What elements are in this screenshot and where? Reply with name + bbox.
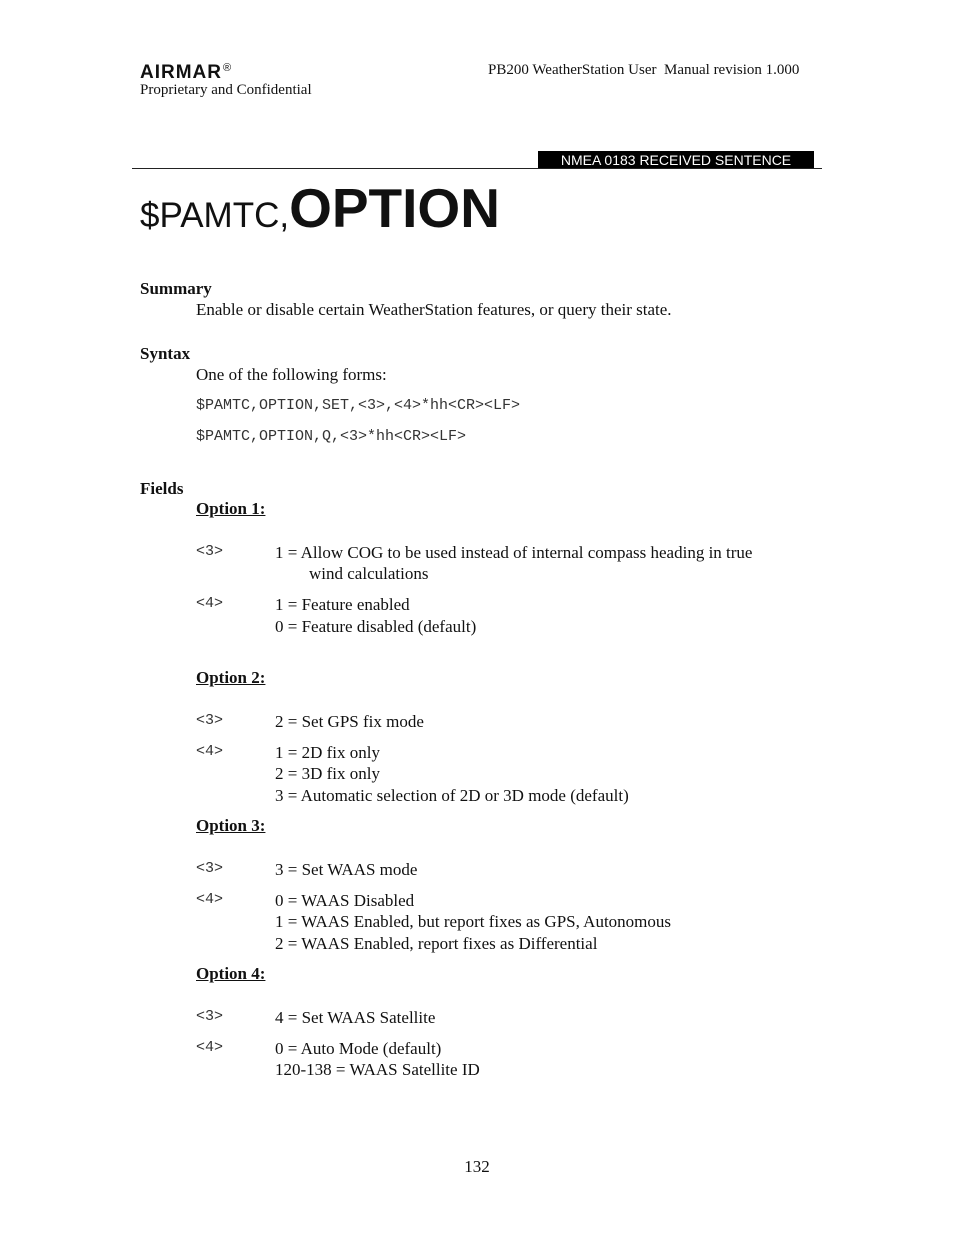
- option-3-heading: Option 3:: [196, 816, 266, 835]
- option-4-field-3-desc: 4 = Set WAAS Satellite: [275, 1008, 436, 1027]
- page-number: 132: [464, 1157, 490, 1176]
- command-title: [140, 168, 500, 263]
- syntax-form-query: $PAMTC,OPTION,Q,<3>*hh<CR><LF>: [196, 428, 467, 445]
- syntax-heading: Syntax: [140, 344, 191, 363]
- command-prefix: $PAMTC,: [140, 196, 290, 235]
- option-4-field-4-value: 120-138 = WAAS Satellite ID: [275, 1060, 480, 1079]
- syntax-intro: One of the following forms:: [196, 365, 387, 384]
- option-4-heading: Option 4:: [196, 964, 266, 983]
- option-1-field-3-desc: 1 = Allow COG to be used instead of internal compass heading in true: [275, 543, 753, 562]
- option-1-field-3-desc-cont: wind calculations: [309, 564, 429, 583]
- option-3-field-4: <4>: [196, 891, 224, 908]
- option-2-field-3-desc: 2 = Set GPS fix mode: [275, 712, 424, 731]
- option-2-heading: Option 2:: [196, 668, 266, 687]
- option-2-field-4-value: 2 = 3D fix only: [275, 764, 380, 783]
- option-1-heading: Option 1:: [196, 499, 266, 518]
- option-4-field-4: <4>: [196, 1039, 224, 1056]
- option-2-field-4: <4>: [196, 743, 224, 760]
- option-3-field-3-desc: 3 = Set WAAS mode: [275, 860, 418, 879]
- proprietary-notice: Proprietary and Confidential: [140, 82, 312, 98]
- option-1-field-4-value: 1 = Feature enabled: [275, 595, 410, 614]
- option-4-field-3: <3>: [196, 1008, 224, 1025]
- option-3-field-3: <3>: [196, 860, 224, 877]
- option-4-field-4-value: 0 = Auto Mode (default): [275, 1039, 442, 1058]
- option-1-field-3: <3>: [196, 543, 224, 560]
- registered-mark: ®: [223, 62, 232, 74]
- option-3-field-4-value: 2 = WAAS Enabled, report fixes as Differential: [275, 934, 598, 953]
- option-2-field-4-value: 3 = Automatic selection of 2D or 3D mode (default): [275, 786, 629, 805]
- summary-text: Enable or disable certain WeatherStation features, or query their state.: [196, 300, 672, 319]
- option-2-field-4-value: 1 = 2D fix only: [275, 743, 380, 762]
- option-3-field-4-value: 1 = WAAS Enabled, but report fixes as GPS, Autonomous: [275, 912, 672, 931]
- logo-text: AIRMAR: [140, 62, 222, 83]
- option-1-field-4: <4>: [196, 595, 224, 612]
- summary-heading: Summary: [140, 279, 212, 298]
- fields-heading: Fields: [140, 479, 184, 498]
- command-name: OPTION: [289, 177, 500, 239]
- option-3-field-4-value: 0 = WAAS Disabled: [275, 891, 415, 910]
- option-1-field-4-value: 0 = Feature disabled (default): [275, 617, 477, 636]
- option-2-field-3: <3>: [196, 712, 224, 729]
- syntax-form-set: $PAMTC,OPTION,SET,<3>,<4>*hh<CR><LF>: [196, 397, 521, 414]
- sentence-type-tag: NMEA 0183 RECEIVED SENTENCE: [538, 151, 814, 169]
- manual-title: PB200 WeatherStation User Manual revision 1.000: [488, 62, 800, 78]
